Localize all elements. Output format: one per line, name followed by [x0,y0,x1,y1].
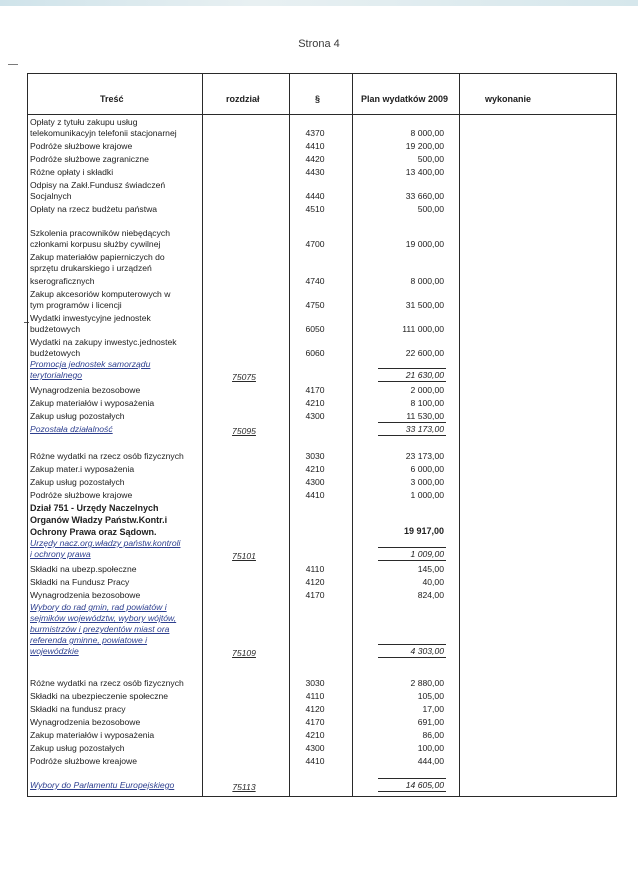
row-description: Ochrony Prawa oraz Sądown. [30,527,157,537]
row-paragraf: 4750 [305,300,325,310]
row-plan-value: 2 880,00 [410,678,444,688]
row-description: wojewódzkie [30,646,79,656]
row-plan-value: 500,00 [417,204,444,214]
row-paragraf: 4410 [305,756,325,766]
row-description: telekomunikacyjn telefonii stacjonarnej [30,128,177,138]
row-plan-value: 22 600,00 [405,348,444,358]
row-paragraf: 4740 [305,276,325,286]
row-description: sprzętu drukarskiego i urządzeń [30,263,152,273]
row-plan-value: 100,00 [417,743,444,753]
scan-edge [0,0,638,6]
row-plan-value: 3 000,00 [410,477,444,487]
row-description: Pozostała działalność [30,424,113,434]
subtotal-rule [378,422,446,423]
row-description: Wynagrodzenia bezosobowe [30,717,141,727]
row-rozdzial: 75095 [232,426,256,436]
subtotal-rule [378,791,446,792]
row-description: Składki na ubezpieczenie społeczne [30,691,169,701]
row-paragraf: 4170 [305,717,325,727]
row-description: tym programów i licencji [30,300,122,310]
row-plan-value: 444,00 [417,756,444,766]
row-paragraf: 6050 [305,324,325,334]
row-description: Zakup materiałów papierniczych do [30,252,165,262]
row-description: Podróże służbowe zagraniczne [30,154,149,164]
row-paragraf: 4440 [305,191,325,201]
row-paragraf: 4300 [305,743,325,753]
row-plan-value: 13 400,00 [405,167,444,177]
row-description: sejmików województw, wybory wójtów, [30,613,177,623]
row-description: Zakup usług pozostałych [30,411,125,421]
row-description: Zakup mater.i wyposażenia [30,464,135,474]
row-plan-value: 21 630,00 [405,370,444,380]
row-paragraf: 4510 [305,204,325,214]
row-description: kserograficznych [30,276,95,286]
row-description: budżetowych [30,348,81,358]
row-description: Wybory do Parlamentu Europejskiego [30,780,175,790]
row-description: Dział 751 - Urzędy Naczelnych [30,503,159,513]
subtotal-rule [378,560,446,561]
row-description: Różne opłaty i składki [30,167,114,177]
row-description: i ochrony prawa [30,549,91,559]
row-paragraf: 4300 [305,411,325,421]
row-description: Różne wydatki na rzecz osób fizycznych [30,678,184,688]
row-description: Wynagrodzenia bezosobowe [30,590,141,600]
row-plan-value: 8 000,00 [410,128,444,138]
row-plan-value: 19 917,00 [403,526,444,536]
row-plan-value: 31 500,00 [405,300,444,310]
budget-table [27,73,617,797]
row-paragraf: 6060 [305,348,325,358]
row-plan-value: 105,00 [417,691,444,701]
column-divider [289,74,290,796]
row-plan-value: 19 200,00 [405,141,444,151]
margin-mark [8,64,18,65]
row-paragraf: 4370 [305,128,325,138]
page-number: Strona 4 [298,38,340,50]
row-description: Opłaty z tytułu zakupu usług [30,117,138,127]
row-plan-value: 14 605,00 [405,780,444,790]
row-description: Składki na Fundusz Pracy [30,577,130,587]
row-rozdzial: 75101 [232,551,256,561]
row-description: Podróże służbowe krajowe [30,141,133,151]
row-description: Szkolenia pracowników niebędących [30,228,170,238]
subtotal-rule [378,657,446,658]
row-description: Organów Władzy Państw.Kontr.i [30,515,168,525]
row-plan-value: 145,00 [417,564,444,574]
row-paragraf: 3030 [305,451,325,461]
row-plan-value: 4 303,00 [410,646,444,656]
column-divider [202,74,203,796]
row-description: referenda gminne, powiatowe i [30,635,148,645]
row-paragraf: 4170 [305,590,325,600]
row-description: Wydatki inwestycyjne jednostek [30,313,151,323]
row-description: Zakup usług pozostałych [30,743,125,753]
row-description: Składki na ubezp.społeczne [30,564,137,574]
column-divider [352,74,353,796]
row-rozdzial: 75075 [232,372,256,382]
header-wykonanie: wykonanie [485,94,532,104]
subtotal-rule [378,547,446,548]
row-rozdzial: 75109 [232,648,256,658]
header-plan: Plan wydatków 2009 [361,94,449,104]
row-paragraf: 4210 [305,398,325,408]
row-plan-value: 19 000,00 [405,239,444,249]
row-plan-value: 40,00 [422,577,444,587]
row-plan-value: 1 009,00 [410,549,444,559]
row-plan-value: 500,00 [417,154,444,164]
row-plan-value: 33 660,00 [405,191,444,201]
row-plan-value: 111 000,00 [402,324,444,334]
subtotal-rule [378,381,446,382]
row-paragraf: 4420 [305,154,325,164]
subtotal-rule [378,435,446,436]
row-description: Wybory do rad gmin, rad powiatów i [30,602,167,612]
row-description: Urzędy nacz.org.władzy państw.kontroli [30,538,181,548]
row-plan-value: 11 530,00 [406,411,444,421]
row-paragraf: 4110 [305,564,325,574]
subtotal-rule [378,644,446,645]
row-description: Podróże służbowe krajowe [30,490,133,500]
header-rozdzial: rozdział [226,94,260,104]
row-paragraf: 3030 [305,678,325,688]
row-plan-value: 8 100,00 [410,398,444,408]
row-description: Zakup akcesoriów komputerowych w [30,289,171,299]
row-description: Promocja jednostek samorządu [30,359,151,369]
row-paragraf: 4170 [305,385,325,395]
row-description: Wydatki na zakupy inwestyc.jednostek [30,337,177,347]
header-separator [28,114,616,115]
row-plan-value: 86,00 [422,730,444,740]
row-description: budżetowych [30,324,81,334]
header-tresc: Treść [100,94,124,104]
row-paragraf: 4210 [305,730,325,740]
row-paragraf: 4210 [305,464,325,474]
subtotal-rule [378,778,446,779]
subtotal-rule [378,368,446,369]
row-paragraf: 4300 [305,477,325,487]
row-plan-value: 691,00 [417,717,444,727]
row-description: Zakup usług pozostałych [30,477,125,487]
row-description: członkami korpusu służby cywilnej [30,239,161,249]
row-paragraf: 4120 [305,577,325,587]
row-plan-value: 1 000,00 [410,490,444,500]
row-plan-value: 17,00 [422,704,444,714]
row-description: Podróże służbowe kreajowe [30,756,138,766]
row-description: Socjalnych [30,191,72,201]
row-rozdzial: 75113 [232,782,256,792]
row-paragraf: 4700 [305,239,325,249]
row-description: Odpisy na Zakł.Fundusz świadczeń [30,180,166,190]
row-plan-value: 8 000,00 [410,276,444,286]
row-paragraf: 4410 [305,141,325,151]
row-description: Różne wydatki na rzecz osób fizycznych [30,451,184,461]
row-description: Wynagrodzenia bezosobowe [30,385,141,395]
row-plan-value: 6 000,00 [410,464,444,474]
row-plan-value: 824,00 [417,590,444,600]
row-description: terytorialnego [30,370,83,380]
row-paragraf: 4110 [305,691,325,701]
row-paragraf: 4120 [305,704,325,714]
column-divider [459,74,460,796]
row-description: Składki na fundusz pracy [30,704,126,714]
row-paragraf: 4430 [305,167,325,177]
row-plan-value: 23 173,00 [405,451,444,461]
row-description: burmistrzów i prezydentów miast ora [30,624,170,634]
row-description: Zakup materiałów i wyposażenia [30,730,155,740]
header-paragraf: § [315,94,321,104]
row-description: Opłaty na rzecz budżetu państwa [30,204,158,214]
row-plan-value: 33 173,00 [405,424,444,434]
row-description: Zakup materiałów i wyposażenia [30,398,155,408]
row-plan-value: 2 000,00 [410,385,444,395]
row-paragraf: 4410 [305,490,325,500]
